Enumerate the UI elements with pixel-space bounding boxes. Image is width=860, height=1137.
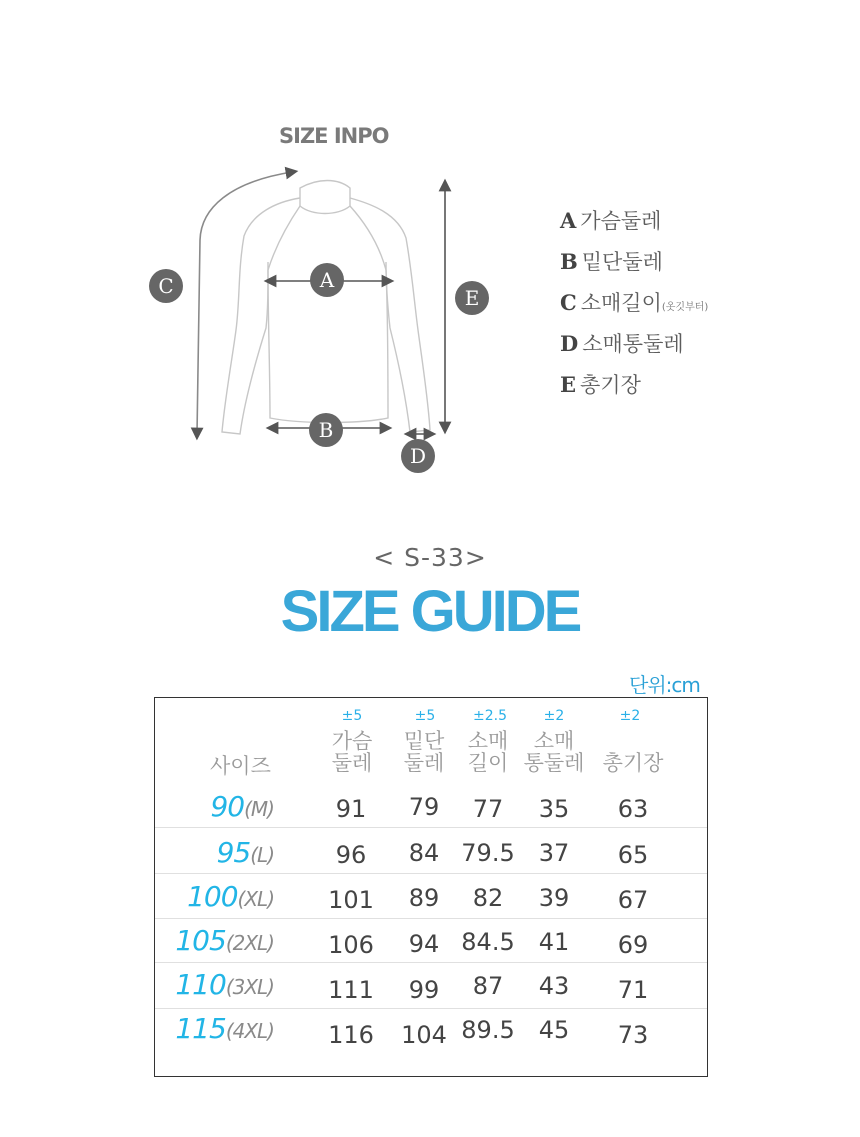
legend-letter: A <box>560 208 577 233</box>
cell-length: 63 <box>617 795 649 823</box>
legend-letter: E <box>560 372 577 397</box>
header-line: 밑단 <box>403 729 445 753</box>
size-label-95 <box>154 836 274 869</box>
cell-cuff: 39 <box>538 884 570 912</box>
svg-text:E: E <box>464 286 480 310</box>
legend-item-c <box>560 286 708 327</box>
legend-letter: B <box>560 249 578 274</box>
tolerance-chest: ±5 <box>341 708 363 724</box>
size-code: (M) <box>244 797 274 821</box>
cell-hem: 104 <box>401 1021 447 1049</box>
size-label-115 <box>154 1012 274 1045</box>
legend-item-a <box>560 204 708 245</box>
row-divider <box>155 918 707 919</box>
size-code: (3XL) <box>225 975 274 999</box>
marker-c <box>149 269 183 303</box>
column-header-chest <box>332 730 373 774</box>
cell-cuff: 43 <box>538 972 570 1000</box>
header-line: 소매 <box>467 729 509 753</box>
header-line: 통둘레 <box>523 751 585 775</box>
header-line: 둘레 <box>331 751 373 775</box>
marker-d <box>401 439 435 473</box>
cell-length: 69 <box>617 931 649 959</box>
header-line: 소매 <box>533 729 575 753</box>
tolerance-cuff: ±2 <box>543 708 565 724</box>
cell-cuff: 41 <box>538 928 570 956</box>
size-guide-title: SIZE GUIDE <box>280 579 580 644</box>
cell-chest: 111 <box>328 976 374 1004</box>
cell-hem: 84 <box>408 839 440 867</box>
legend-text: 소매통둘레 <box>582 332 684 356</box>
cell-hem: 89 <box>408 884 440 912</box>
legend-text: 밑단둘레 <box>581 250 663 274</box>
legend-item-d <box>560 327 708 368</box>
marker-b <box>309 413 343 447</box>
legend-text: 가슴둘레 <box>580 209 662 233</box>
cell-sleeve: 82 <box>472 884 504 912</box>
shirt-outline-icon <box>222 181 430 435</box>
header-line <box>603 730 664 752</box>
cell-cuff: 45 <box>538 1016 570 1044</box>
cell-length: 71 <box>617 976 649 1004</box>
cell-chest: 101 <box>328 886 374 914</box>
size-label-105 <box>154 924 274 957</box>
size-number: 90 <box>210 790 245 823</box>
size-label-100 <box>154 880 274 913</box>
row-divider <box>155 873 707 874</box>
cell-sleeve: 89.5 <box>461 1016 515 1044</box>
size-label-110 <box>154 968 274 1001</box>
svg-text:A: A <box>319 268 335 292</box>
svg-text:B: B <box>318 418 334 442</box>
row-divider <box>155 962 707 963</box>
cell-sleeve: 87 <box>472 972 504 1000</box>
size-label-90 <box>154 790 274 823</box>
cell-length: 73 <box>617 1021 649 1049</box>
row-divider <box>155 1008 707 1009</box>
size-number: 105 <box>175 924 226 957</box>
size-number: 110 <box>175 968 226 1001</box>
model-code: < S-33> <box>373 543 487 572</box>
legend-text: 소매길이 <box>580 291 662 315</box>
column-header-length <box>603 730 664 774</box>
header-line: 길이 <box>467 751 509 775</box>
marker-e <box>455 281 489 315</box>
svg-text:D: D <box>409 444 427 468</box>
cell-chest: 116 <box>328 1021 374 1049</box>
cell-hem: 79 <box>408 793 440 821</box>
svg-text:C: C <box>158 274 174 298</box>
size-code: (L) <box>250 843 274 867</box>
marker-a <box>310 263 344 297</box>
column-header-hem <box>404 730 445 774</box>
legend-note: (옷깃부터) <box>661 302 709 313</box>
size-number: 100 <box>187 880 238 913</box>
cell-length: 65 <box>617 841 649 869</box>
sleeve-arrow <box>197 172 292 434</box>
cell-hem: 94 <box>408 930 440 958</box>
cell-sleeve: 77 <box>472 795 504 823</box>
garment-diagram <box>140 160 520 490</box>
size-column-header: 사이즈 <box>210 754 271 778</box>
size-code: (4XL) <box>225 1019 274 1043</box>
column-header-sleeve <box>468 730 509 774</box>
tolerance-length: ±2 <box>619 708 641 724</box>
cell-chest: 91 <box>335 795 367 823</box>
cell-sleeve: 79.5 <box>461 839 515 867</box>
legend-letter: C <box>560 290 577 315</box>
size-number: 95 <box>216 836 251 869</box>
size-code: (XL) <box>237 887 274 911</box>
legend-item-e <box>560 368 708 409</box>
row-divider <box>155 827 707 828</box>
cell-cuff: 37 <box>538 839 570 867</box>
header-line: 둘레 <box>403 751 445 775</box>
cell-length: 67 <box>617 886 649 914</box>
size-code: (2XL) <box>225 931 274 955</box>
cell-sleeve: 84.5 <box>461 928 515 956</box>
cell-hem: 99 <box>408 976 440 1004</box>
tolerance-hem: ±5 <box>414 708 436 724</box>
legend-text: 총기장 <box>580 373 641 397</box>
legend-letter: D <box>560 331 579 356</box>
size-info-title: SIZE INPO <box>279 124 389 148</box>
column-header-cuff <box>524 730 585 774</box>
header-line: 총기장 <box>602 751 664 775</box>
measurement-legend <box>560 204 708 409</box>
cell-cuff: 35 <box>538 795 570 823</box>
cell-chest: 106 <box>328 931 374 959</box>
cell-chest: 96 <box>335 841 367 869</box>
header-line: 가슴 <box>331 729 373 753</box>
legend-item-b <box>560 245 708 286</box>
tolerance-sleeve: ±2.5 <box>473 708 507 724</box>
size-number: 115 <box>175 1012 226 1045</box>
unit-label: 단위:cm <box>629 673 700 697</box>
